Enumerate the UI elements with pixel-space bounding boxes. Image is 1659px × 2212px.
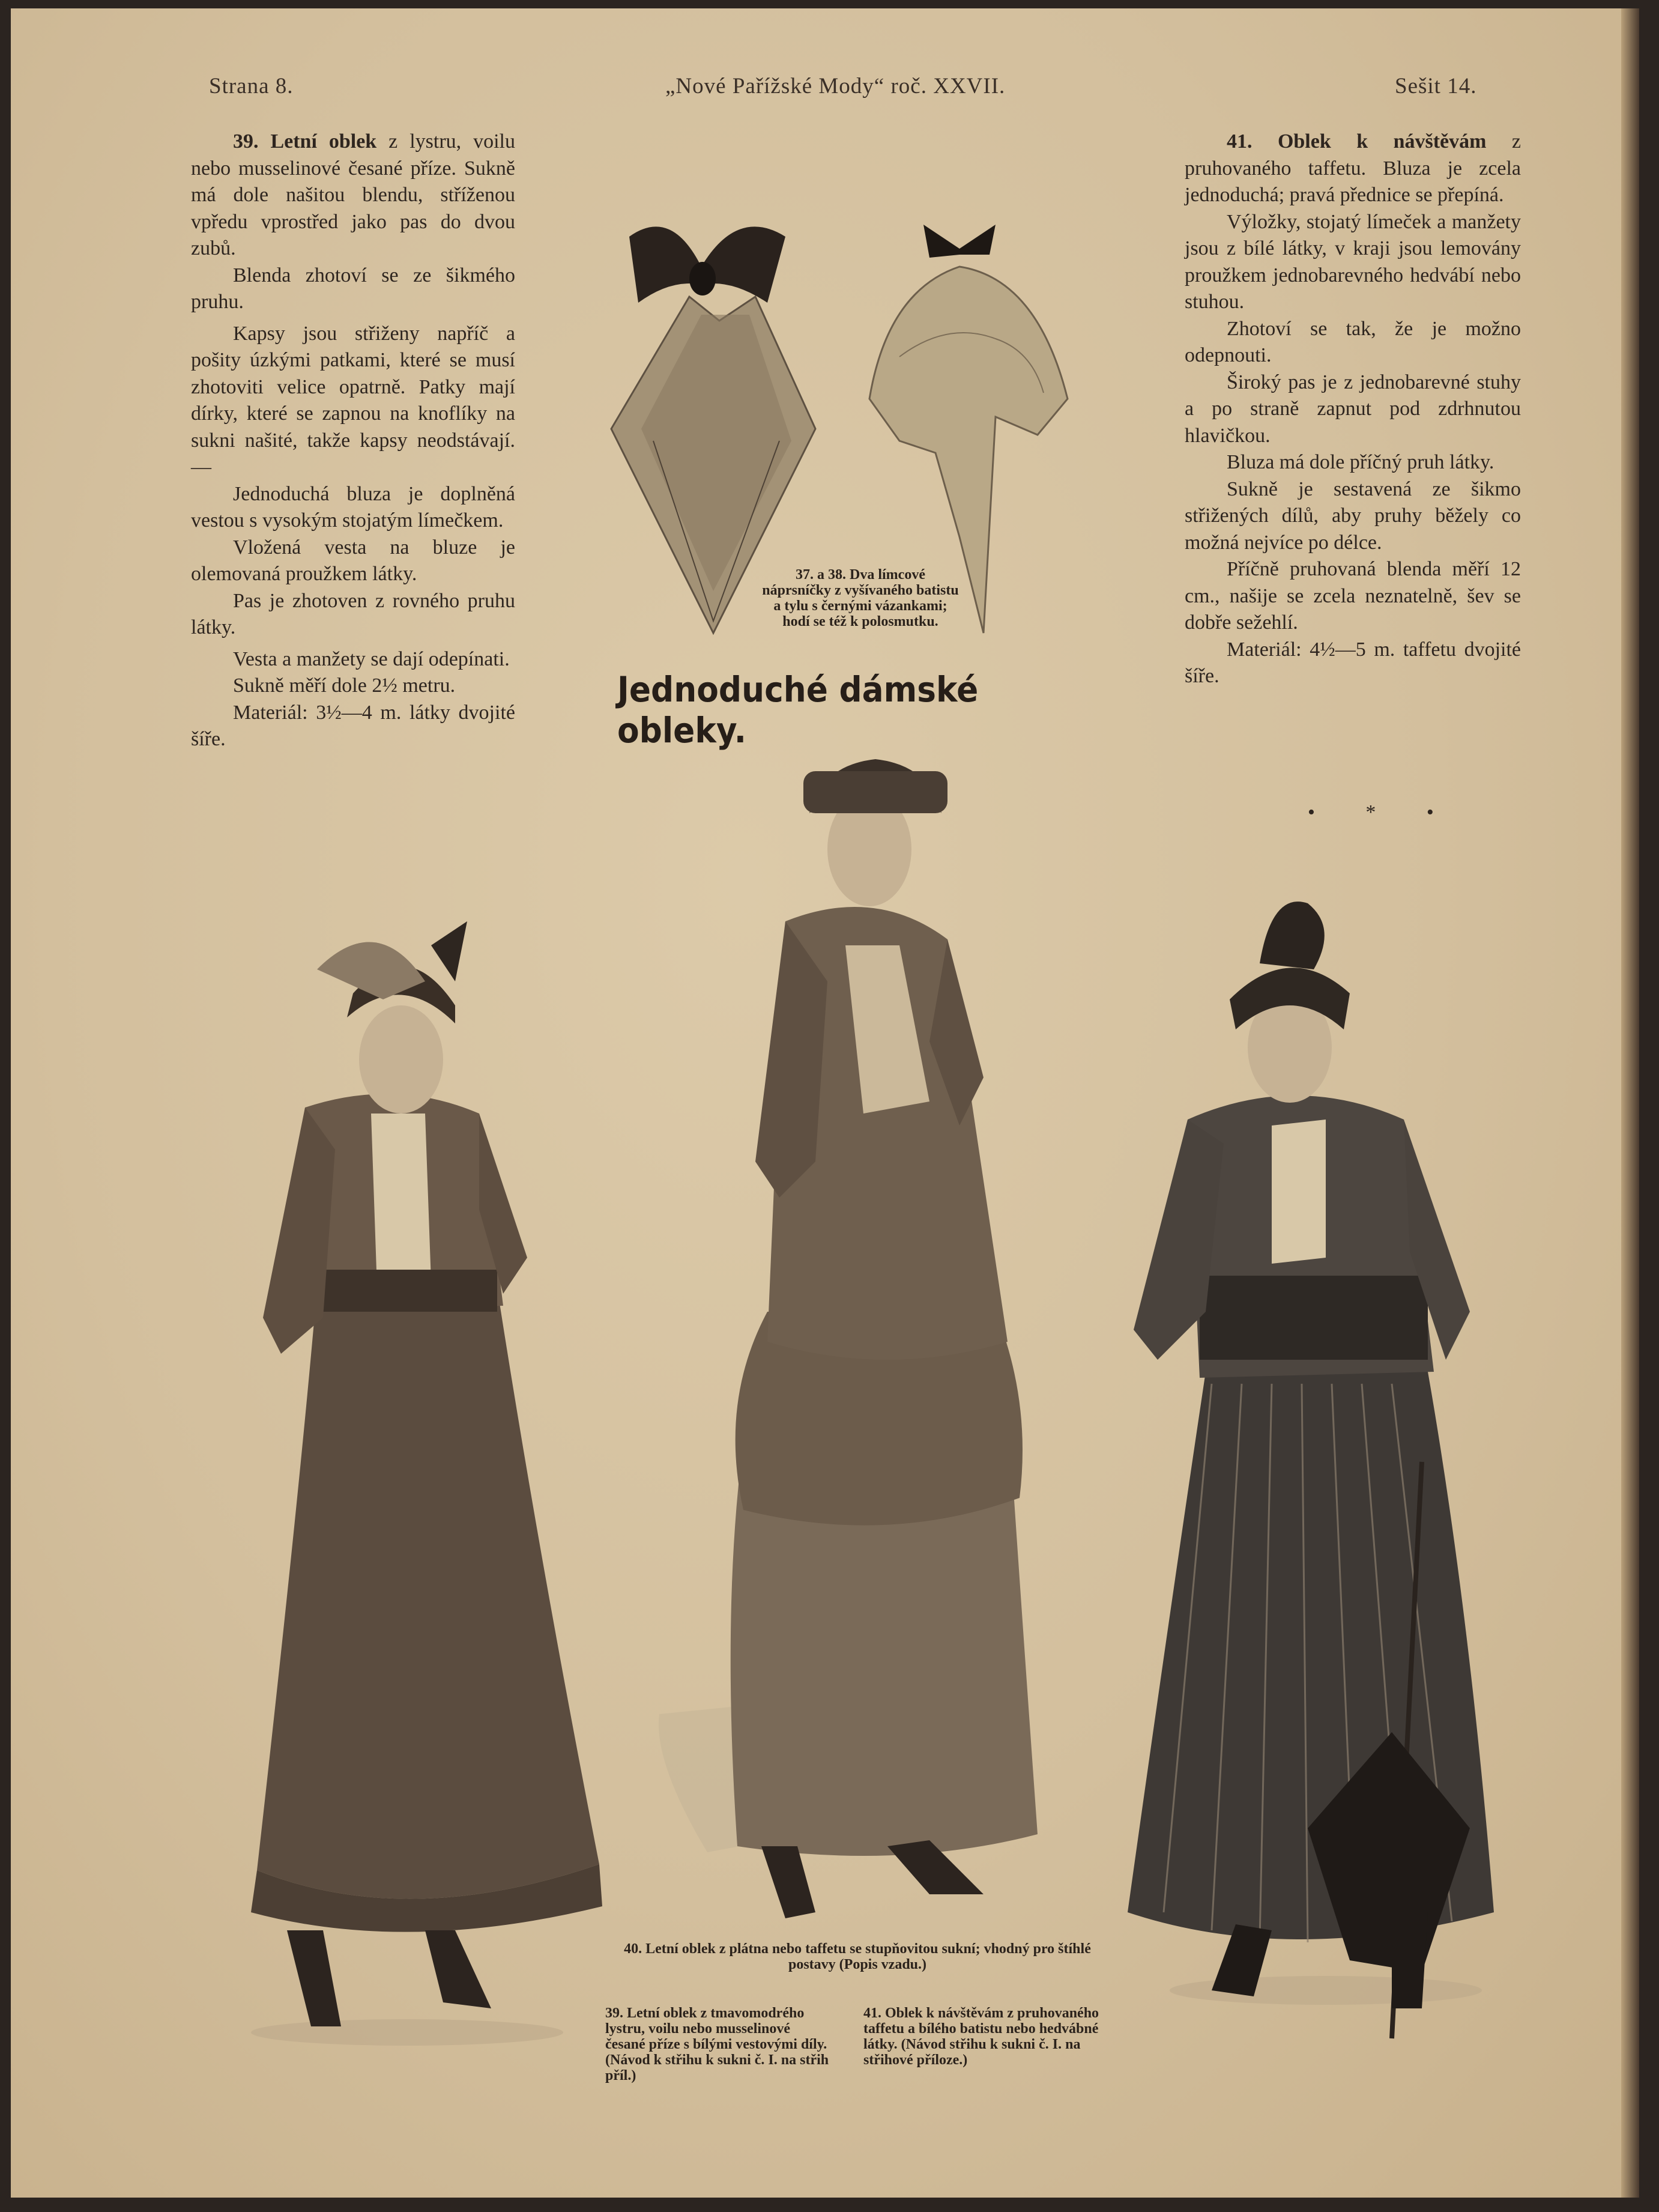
figure-39-caption: 39. Letní oblek z tmavomodrého lystru, voilu nebo musselinové česané příze s bílými vestovými díly. (Návod k střihu k sukni č. I. na střih příl.): [605, 2005, 829, 2083]
figure-40-caption: 40. Letní oblek z plátna nebo taffetu se stupňovitou sukní; vhodný pro štíhlé postavy (Popis vzadu.): [624, 1941, 1091, 1972]
paragraph: Sukně měří dole 2½ metru.: [233, 674, 456, 697]
article-heading: 39. Letní oblek: [233, 130, 377, 153]
paragraph: Materiál: 4½—5 m. taffetu dvojité šíře.: [1185, 638, 1521, 687]
paragraph: 41. Oblek k návštěvám z pruhovaného taffetu. Bluza je zcela jednoduchá; pravá přednice se přepíná.: [1185, 130, 1521, 206]
figure-41-caption: 41. Oblek k návštěvám z pruhovaného taffetu a bílého batistu nebo hedvábné látky. (Návod střihu k sukni č. I. na střihové příloze.): [863, 2005, 1099, 2068]
paragraph: Příčně pruhovaná blenda měří 12 cm., našije se zcela neznatelně, šev se dobře sežehlí.: [1185, 558, 1521, 634]
binding-edge: [1621, 8, 1639, 2198]
paragraph: Vesta a manžety se dají odepínati.: [233, 647, 510, 670]
figure-40-dress-illustration: [647, 741, 1080, 1942]
collar-caption: 37. a 38. Dva límcové náprsníčky z vyšívaného batistu a tylu s černými vázankami; hodí se též k polosmutku.: [762, 567, 959, 629]
magazine-title: „Nové Pařížské Mody“ roč. XXVII.: [665, 74, 1006, 98]
page-number: Strana 8.: [209, 74, 294, 98]
paragraph: Jednoduchá bluza je doplněná vestou s vysokým stojatým límečkem.: [191, 482, 515, 532]
paragraph: Kapsy jsou střiženy napříč a pošity úzkými patkami, které se musí zhotoviti velice opatrně. Patky mají dírky, které se zapnou na knoflíky na sukni našité, takže kapsy neodstávají. —: [191, 322, 515, 478]
page-title: Jednoduché dámské obleky.: [617, 669, 979, 751]
paragraph: Zhotoví se tak, že je možno odepnouti.: [1185, 317, 1521, 366]
paragraph: Pas je zhotoven z rovného pruhu látky.: [191, 589, 515, 638]
paragraph: 39. Letní oblek z lystru, voilu nebo musselinové česané příze. Sukně má dole našitou blendu, stříženou vpředu vprostřed jako pas do dvou zubů.: [191, 130, 515, 259]
paragraph: Materiál: 3½—4 m. látky dvojité šíře.: [191, 701, 515, 750]
issue-number: Sešit 14.: [1395, 74, 1477, 98]
left-text-column: [191, 129, 515, 753]
article-heading: 41. Oblek k návštěvám: [1227, 130, 1487, 153]
paragraph: Sukně je sestavená ze šikmo střižených dílů, aby pruhy běžely co možná nejvíce po délce.: [1185, 477, 1521, 554]
paragraph: Blenda zhotoví se ze šikmého pruhu.: [191, 264, 515, 313]
figure-39-dress-illustration: [227, 897, 623, 2050]
section-divider: • * •: [1308, 801, 1457, 823]
paragraph: Bluza má dole příčný pruh látky.: [1227, 451, 1494, 473]
paragraph: Vložená vesta na bluze je olemovaná proužkem látky.: [191, 536, 515, 585]
figure-41-dress-illustration: [1110, 891, 1518, 2044]
paragraph: Výložky, stojatý límeček a manžety jsou z bílé látky, v kraji jsou lemovány proužkem jednobarevného hedvábí nebo stuhou.: [1185, 210, 1521, 313]
right-text-column: [1185, 129, 1521, 690]
magazine-page: [11, 8, 1639, 2198]
paragraph: Široký pas je z jednobarevné stuhy a po straně zapnut pod zdrhnutou hlavičkou.: [1185, 371, 1521, 447]
